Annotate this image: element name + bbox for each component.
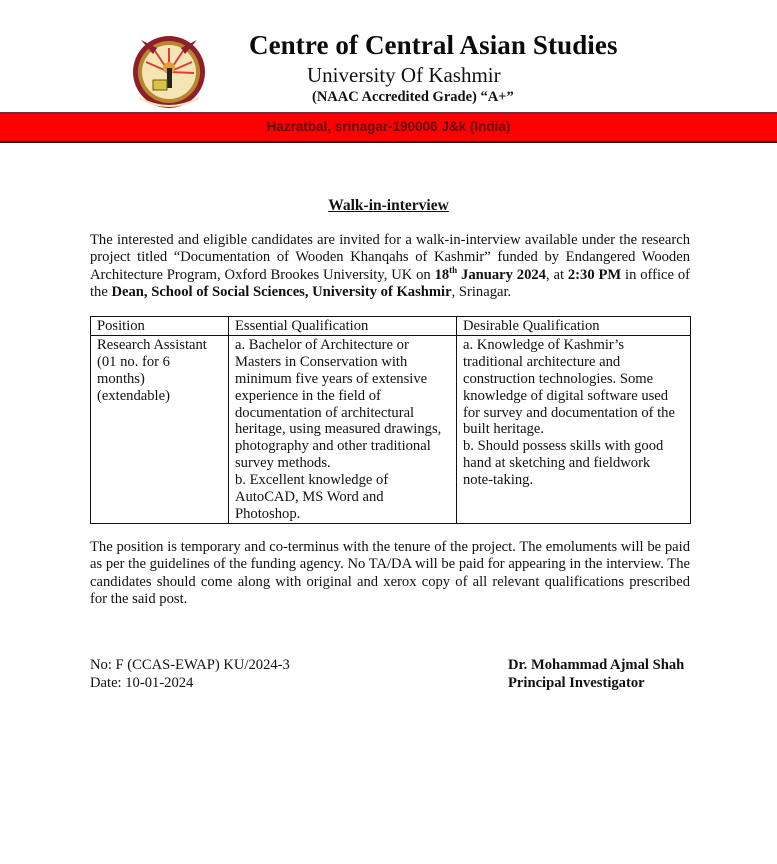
header-position: Position xyxy=(91,317,229,336)
notice-title xyxy=(0,197,777,215)
date-month-year: January 2024 xyxy=(457,266,546,283)
desirable-line: construction technologies. Some xyxy=(463,370,654,387)
essential-line: a. Bachelor of Architecture or xyxy=(235,336,409,353)
position-line: months) xyxy=(97,370,145,387)
signatory-title: Principal Investigator xyxy=(508,674,645,691)
interview-venue: Dean, School of Social Sciences, University of Kashmir xyxy=(111,283,452,300)
table-row xyxy=(91,335,691,523)
position-line: Research Assistant xyxy=(97,336,207,353)
address-text: Hazratbal, srinagar-190006 J&k (India) xyxy=(266,119,511,134)
interview-time: 2:30 PM xyxy=(567,266,622,283)
university-emblem-logo xyxy=(127,28,211,112)
desirable-line: b. Should possess skills with good xyxy=(463,438,664,455)
header-essential: Essential Qualification xyxy=(229,317,457,336)
qualification-table xyxy=(90,316,691,524)
position-line: (01 no. for 6 xyxy=(97,353,170,370)
header-desirable: Desirable Qualification xyxy=(457,317,691,336)
essential-line: AutoCAD, MS Word and xyxy=(235,489,384,506)
accreditation-line: (NAAC Accredited Grade) “A+” xyxy=(312,89,514,105)
essential-line: survey methods. xyxy=(235,455,331,472)
essential-line: documentation of architectural xyxy=(235,404,415,421)
cell-essential xyxy=(229,335,457,523)
essential-line: Masters in Conservation with xyxy=(235,353,408,370)
intro-paragraph xyxy=(90,232,690,301)
position-line: (extendable) xyxy=(97,387,170,404)
university-name: University Of Kashmir xyxy=(307,63,501,87)
essential-line: photography and other traditional xyxy=(235,438,431,455)
intro-text: , at xyxy=(545,266,568,283)
desirable-line: knowledge of digital software used xyxy=(463,387,669,404)
essential-line: minimum five years of extensive xyxy=(235,370,428,387)
intro-text: , Srinagar. xyxy=(451,283,512,300)
desirable-line: traditional architecture and xyxy=(463,353,621,370)
cell-position xyxy=(91,335,229,523)
essential-line: b. Excellent knowledge of xyxy=(235,472,389,489)
intro-text: The interested and eligible candidates are invited for a walk-in-interview available under the research project titled “Documentation of Wooden Khanqahs of Kashmir” funded by Endangered Wooden Architecture Program, Oxford Brookes University, UK on xyxy=(90,232,690,283)
date-day: 18 xyxy=(434,266,450,283)
signatory-name: Dr. Mohammad Ajmal Shah xyxy=(508,657,685,673)
institution-title: Centre of Central Asian Studies xyxy=(249,30,618,60)
desirable-line: hand at sketching and fieldwork xyxy=(463,455,651,472)
desirable-line: note-taking. xyxy=(463,472,534,489)
address-banner xyxy=(0,112,777,143)
essential-line: heritage, using measured drawings, xyxy=(235,421,442,438)
table-header-row xyxy=(91,317,691,336)
signature-block xyxy=(508,657,684,692)
notice-title-text: Walk-in-interview xyxy=(328,197,449,214)
date-suffix: th xyxy=(449,264,458,275)
intro-text: in office of the xyxy=(90,266,690,300)
desirable-line: a. Knowledge of Kashmir’s xyxy=(463,336,625,353)
reference-block xyxy=(90,657,290,692)
reference-number: No: F (CCAS-EWAP) KU/2024-3 xyxy=(90,657,290,673)
closing-paragraph: The position is temporary and co-terminus with the tenure of the project. The emoluments will be paid as per the guidelines of the funding agency. No TA/DA will be paid for appearing in the interview. The candidates should come along with original and xerox copy of all relevant qualifications prescribed for the said post. xyxy=(90,539,690,607)
issue-date: Date: 10-01-2024 xyxy=(90,674,194,691)
desirable-line: for survey and documentation of the xyxy=(463,404,675,421)
essential-line: experience in the field of xyxy=(235,387,381,404)
cell-desirable xyxy=(457,335,691,523)
desirable-line: built heritage. xyxy=(463,421,545,438)
interview-date xyxy=(434,264,546,283)
essential-line: Photoshop. xyxy=(235,505,301,522)
